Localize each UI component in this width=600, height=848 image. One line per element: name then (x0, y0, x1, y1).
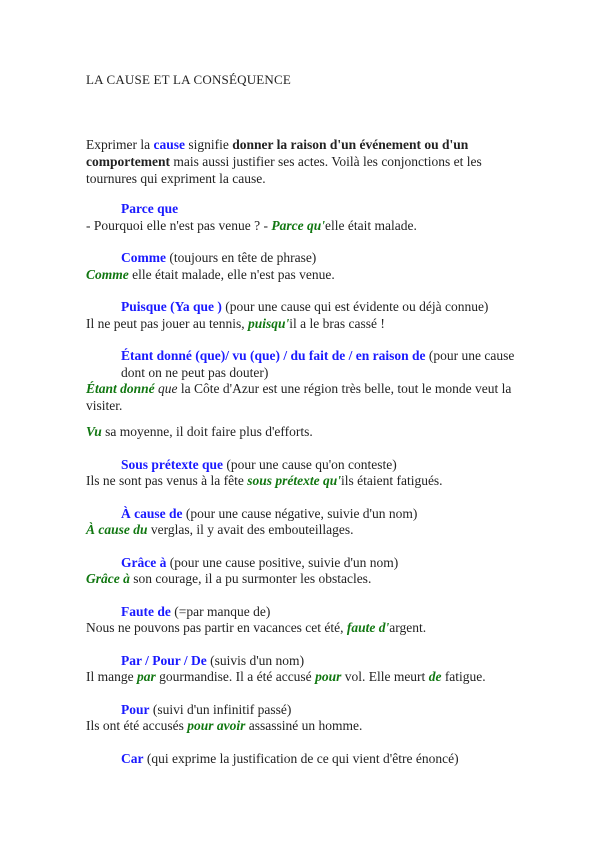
example-grace-a (86, 571, 516, 588)
intro-text-2: signifie (184, 137, 233, 152)
example-keyword: Vu (86, 424, 102, 439)
heading-pour: Pour (121, 701, 150, 717)
section-pour-infinitif (86, 702, 516, 735)
heading-note: (toujours en tête de phrase) (165, 250, 317, 265)
example-text: Ils ne sont pas venus à la fête (86, 473, 248, 488)
example-keyword: Grâce à (86, 571, 130, 586)
section-sous-pretexte (86, 457, 516, 490)
intro-text-1: Exprimer la (86, 137, 154, 152)
example-text: la Côte d'Azur est une région très belle, tout le monde veut la visiter. (86, 381, 512, 413)
example-keyword: À cause du (86, 522, 148, 537)
section-faute-de (86, 604, 516, 637)
example-text: son courage, il a pu surmonter les obstacles. (129, 571, 372, 586)
example-text: fatigue. (441, 669, 486, 684)
intro-paragraph (86, 136, 516, 187)
section-comme (86, 250, 516, 283)
cause-sections (86, 201, 516, 783)
example-keyword: Comme (86, 266, 129, 282)
example-pour (86, 718, 516, 735)
page-title: LA CAUSE ET LA CONSÉQUENCE (86, 72, 292, 87)
example-text: il a le bras cassé ! (289, 315, 385, 331)
example-keyword: sous prétexte qu' (247, 473, 341, 488)
heading-grace-a: Grâce à (121, 554, 167, 570)
example-keyword: pour avoir (187, 718, 246, 733)
section-par-pour-de (86, 653, 516, 686)
heading-comme: Comme (121, 250, 166, 265)
example-text: Nous ne pouvons pas partir en vacances cet été, (86, 620, 347, 635)
example-text: Il mange (86, 669, 137, 684)
heading-note: (=par manque de) (170, 603, 271, 619)
example-keyword: faute d' (346, 620, 390, 635)
heading-note: (qui exprime la justification de ce qui vient d'être énoncé) (143, 750, 459, 766)
example-etant-donne (86, 381, 516, 414)
section-car (86, 751, 516, 768)
heading-car: Car (121, 750, 144, 766)
example-text: assassiné un homme. (245, 718, 363, 733)
example-puisque (86, 316, 516, 333)
heading-note: (suivis d'un nom) (206, 652, 305, 668)
example-keyword: de (428, 669, 442, 684)
example-text: Il ne peut pas jouer au tennis, (86, 315, 248, 331)
example-parce-que (86, 218, 516, 235)
example-text: ils étaient fatigués. (340, 473, 443, 488)
section-parce-que (86, 201, 516, 234)
heading-sous-pretexte: Sous prétexte que (121, 456, 223, 472)
section-a-cause-de (86, 506, 516, 539)
section-etant-donne (86, 348, 516, 414)
example-keyword: Étant donné (86, 381, 155, 396)
example-comme (86, 267, 516, 284)
heading-note: (pour une cause négative, suivie d'un nom) (182, 505, 418, 521)
section-grace-a (86, 555, 516, 588)
heading-note: (pour une cause qui est évidente ou déjà connue) (221, 299, 489, 314)
heading-note: (suivi d'un infinitif passé) (149, 701, 292, 717)
example-text: elle était malade. (325, 217, 417, 233)
example-par-pour-de (86, 669, 516, 686)
example-faute-de (86, 620, 516, 637)
example-text: elle était malade, elle n'est pas venue. (128, 266, 335, 282)
heading-note: (pour une cause qu'on conteste) (223, 456, 397, 472)
heading-puisque: Puisque (Ya que ) (121, 299, 222, 314)
example-text: Ils ont été accusés (86, 718, 188, 733)
example-text: argent. (389, 620, 427, 635)
example-text: gourmandise. Il a été accusé (155, 669, 316, 684)
heading-parce-que: Parce que (121, 201, 179, 216)
example-text: vol. Elle meurt (341, 669, 429, 684)
heading-faute-de: Faute de (121, 603, 171, 619)
example-text: - Pourquoi elle n'est pas venue ? - (86, 217, 272, 233)
section-puisque (86, 299, 516, 332)
heading-note: (pour une cause dont on ne peut pas douter) (121, 348, 515, 380)
example-keyword: Parce qu' (271, 217, 326, 233)
example-sous-pretexte (86, 473, 516, 490)
example-a-cause-de (86, 522, 516, 539)
example-vu (86, 424, 516, 441)
heading-a-cause-de: À cause de (121, 505, 183, 521)
intro-text-3: mais aussi justifier ses actes. Voilà les conjonctions et les tournures qui expriment la cause. (86, 154, 482, 186)
intro-bold-text: donner la raison d'un événement ou d'un comportement (86, 137, 469, 169)
example-text: verglas, il y avait des embouteillages. (147, 522, 354, 537)
intro-keyword-cause: cause (153, 137, 185, 152)
heading-etant-donne: Étant donné (que)/ vu (que) / du fait de / en raison de (121, 348, 426, 363)
example-keyword: par (136, 669, 156, 684)
example-italic: que (154, 381, 178, 396)
example-text: sa moyenne, il doit faire plus d'efforts. (101, 424, 313, 439)
example-keyword: puisqu' (247, 315, 290, 331)
example-keyword: pour (315, 669, 342, 684)
heading-note: (pour une cause positive, suivie d'un nom) (166, 554, 399, 570)
heading-par-pour-de: Par / Pour / De (121, 652, 207, 668)
section-vu (86, 424, 516, 441)
